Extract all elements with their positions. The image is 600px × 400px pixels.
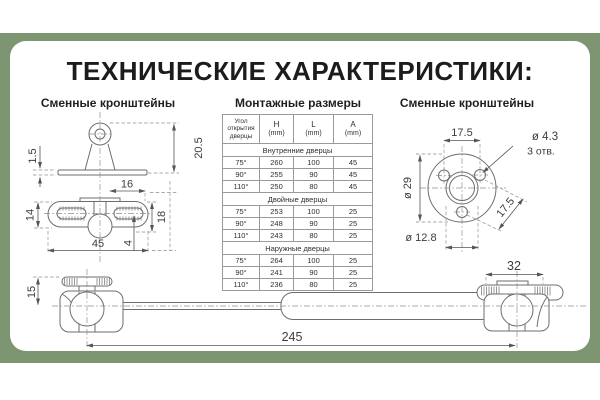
group-row-double-doors: Двойные дверцы — [223, 193, 373, 206]
table-cell: 75° — [223, 157, 260, 169]
table-cell: 25 — [334, 267, 373, 279]
table-cell: 90 — [294, 267, 334, 279]
group-row-outer-doors: Наружные дверцы — [223, 242, 373, 255]
table-cell: 90° — [223, 267, 260, 279]
table-cell: 25 — [334, 230, 373, 242]
table-row — [223, 230, 373, 242]
table-row — [223, 181, 373, 193]
table-cell: 80 — [294, 181, 334, 193]
table-header-row — [223, 115, 373, 144]
dim-span-16: 16 — [120, 178, 134, 191]
dim-plate-height: 18 — [156, 210, 168, 224]
group-row-inner-doors: Внутренние дверцы — [223, 144, 373, 157]
bracket-side-drawing — [27, 112, 205, 201]
table-row — [223, 206, 373, 218]
page-title: ТЕХНИЧЕСКИЕ ХАРАКТЕРИСТИКИ: — [66, 56, 534, 86]
table-cell: 75° — [223, 255, 260, 267]
table-cell: 25 — [334, 255, 373, 267]
dim-plate-width: 14 — [24, 208, 37, 222]
section-title-mounting-dimensions: Монтажные размеры — [234, 96, 362, 110]
dim-strut-bracket-height: 15 — [26, 285, 38, 299]
table-cell: 243 — [260, 230, 294, 242]
dim-plate-length: 45 — [91, 238, 105, 250]
table-cell: 80 — [294, 230, 334, 242]
header-angle: Угол открытия дверцы — [223, 115, 260, 144]
table-cell: 25 — [334, 279, 373, 291]
dim-slot-offset: 4 — [122, 239, 135, 247]
table-cell: 248 — [260, 218, 294, 230]
table-cell: 241 — [260, 267, 294, 279]
mounting-dimensions-table — [222, 114, 373, 291]
header-h: H (mm) — [260, 115, 294, 144]
table-cell: 110° — [223, 181, 260, 193]
table-cell: 110° — [223, 230, 260, 242]
table-cell: 25 — [334, 218, 373, 230]
section-title-left-brackets: Сменные кронштейны — [40, 96, 176, 110]
table-row — [223, 267, 373, 279]
dim-hole-diameter: ø 4.3 — [531, 131, 559, 143]
table-cell: 100 — [294, 255, 334, 267]
dim-strut-length: 245 — [281, 330, 303, 344]
dim-hole-spacing-diag: 17.5 — [494, 195, 518, 220]
table-cell: 110° — [223, 279, 260, 291]
table-cell: 260 — [260, 157, 294, 169]
bracket-top-drawing — [24, 178, 178, 262]
table-cell: 100 — [294, 206, 334, 218]
table-cell: 90° — [223, 218, 260, 230]
table-row — [223, 279, 373, 291]
dim-bracket-height: 20.5 — [193, 137, 205, 159]
table-cell: 90 — [294, 169, 334, 181]
table-cell: 253 — [260, 206, 294, 218]
header-a: A (mm) — [334, 115, 373, 144]
table-cell: 25 — [334, 206, 373, 218]
dim-hole-spacing-top: 17.5 — [451, 127, 473, 139]
dim-outer-diameter: ø 29 — [402, 176, 414, 200]
table-row — [223, 157, 373, 169]
table-cell: 45 — [334, 181, 373, 193]
table-cell: 255 — [260, 169, 294, 181]
table-cell: 236 — [260, 279, 294, 291]
table-cell: 264 — [260, 255, 294, 267]
table-cell: 90 — [294, 218, 334, 230]
label-holes-count: 3 отв. — [527, 145, 555, 158]
table-row — [223, 169, 373, 181]
table-cell: 250 — [260, 181, 294, 193]
dim-strut-bracket-width: 32 — [507, 259, 521, 273]
table-row — [223, 255, 373, 267]
flange-drawing — [402, 127, 558, 252]
table-cell: 75° — [223, 206, 260, 218]
table-cell: 90° — [223, 169, 260, 181]
dim-plate-thickness: 1.5 — [27, 148, 39, 164]
section-title-right-brackets: Сменные кронштейны — [399, 96, 535, 110]
table-cell: 80 — [294, 279, 334, 291]
table-cell: 45 — [334, 169, 373, 181]
table-cell: 100 — [294, 157, 334, 169]
dim-center-diameter: ø 12.8 — [405, 232, 437, 244]
table-cell: 45 — [334, 157, 373, 169]
table-row — [223, 218, 373, 230]
header-l: L (mm) — [294, 115, 334, 144]
